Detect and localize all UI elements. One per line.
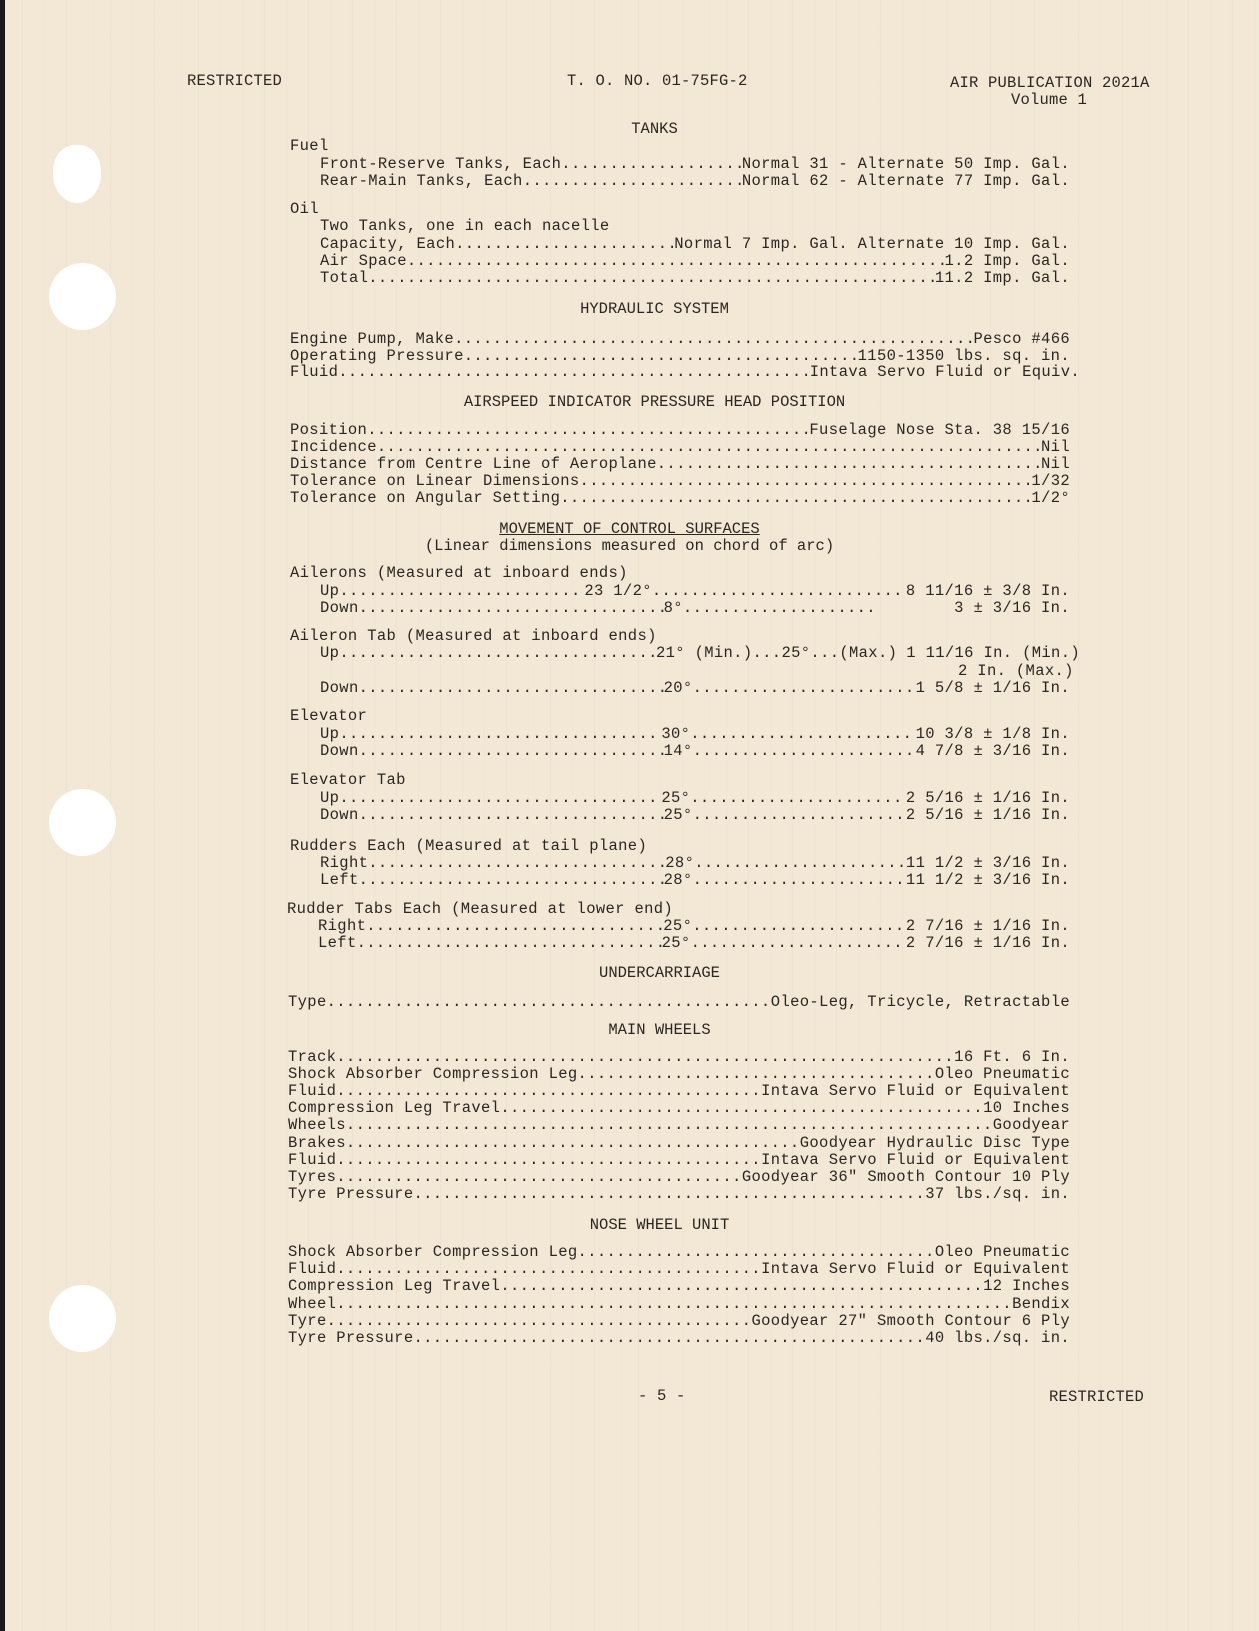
group-aileron-tab: Aileron Tab (Measured at inboard ends) xyxy=(290,627,657,645)
punch-hole xyxy=(49,789,116,856)
spec-row: Engine Pump, Make ..... Pesco #466 xyxy=(290,330,1070,348)
spec-row: Down ..... 14° ..... 4 7/8 ± 3/16 In. xyxy=(320,742,1070,760)
subheading-oil: Oil xyxy=(290,200,319,218)
oil-note: Two Tanks, one in each nacelle xyxy=(320,217,610,235)
header-restricted: RESTRICTED xyxy=(187,72,283,90)
spec-row: Up ..... 23 1/2° ..... 8 11/16 ± 3/8 In. xyxy=(320,582,1070,600)
spec-row: Total ..... 11.2 Imp. Gal. xyxy=(320,269,1070,287)
spec-row: Down ..... 20° ..... 1 5/8 ± 1/16 In. xyxy=(320,679,1070,697)
section-title-hydraulic: HYDRAULIC SYSTEM xyxy=(580,300,729,318)
scan-edge xyxy=(0,0,5,1631)
spec-row: Up ..... 30° ..... 10 3/8 ± 1/8 In. xyxy=(320,725,1070,743)
spec-row: Position ..... Fuselage Nose Sta. 38 15/16 xyxy=(290,421,1070,439)
spec-row: Type ..... Oleo-Leg, Tricycle, Retractable xyxy=(288,993,1070,1011)
spec-row: Right ..... 28° ..... 11 1/2 ± 3/16 In. xyxy=(320,854,1070,872)
spec-row: Capacity, Each ..... Normal 7 Imp. Gal. Alternate 10 Imp. Gal. xyxy=(320,235,1070,253)
spec-row: Left ..... 25° ..... 2 7/16 ± 1/16 In. xyxy=(318,934,1070,952)
spec-row: Air Space ..... 1.2 Imp. Gal. xyxy=(320,252,1070,270)
section-title-control-surfaces: MOVEMENT OF CONTROL SURFACES xyxy=(499,520,760,538)
spec-row: Compression Leg Travel ..... 10 Inches xyxy=(288,1099,1070,1117)
spec-row: Rear-Main Tanks, Each ..... Normal 62 - Alternate 77 Imp. Gal. xyxy=(320,172,1070,190)
spec-row: Front-Reserve Tanks, Each ..... Normal 31 - Alternate 50 Imp. Gal. xyxy=(320,155,1070,173)
spec-row: Fluid ..... Intava Servo Fluid or Equivalent xyxy=(288,1260,1070,1278)
spec-row: Fluid ..... Intava Servo Fluid or Equivalent xyxy=(288,1082,1070,1100)
spec-row: Shock Absorber Compression Leg ..... Oleo Pneumatic xyxy=(288,1065,1070,1083)
spec-row: Wheels ..... Goodyear xyxy=(288,1116,1070,1134)
spec-row: Fluid ..... Intava Servo Fluid or Equiv. xyxy=(290,363,1080,381)
page-number: - 5 - xyxy=(638,1387,686,1405)
spec-row: Track ..... 16 Ft. 6 In. xyxy=(288,1048,1070,1066)
punch-hole xyxy=(49,1285,116,1352)
header-to-number: T. O. NO. 01-75FG-2 xyxy=(567,72,748,90)
group-rudder-tabs: Rudder Tabs Each (Measured at lower end) xyxy=(287,900,674,918)
section-title-main-wheels: MAIN WHEELS xyxy=(608,1021,711,1039)
subheading-fuel: Fuel xyxy=(290,137,329,155)
footer-restricted: RESTRICTED xyxy=(1049,1388,1145,1406)
header-volume: Volume 1 xyxy=(1011,91,1088,109)
header-publication: AIR PUBLICATION 2021A xyxy=(950,74,1150,92)
spec-row: Tolerance on Angular Setting ..... 1/2° xyxy=(290,489,1070,507)
spec-row: Left ..... 28° ..... 11 1/2 ± 3/16 In. xyxy=(320,871,1070,889)
spec-row: Right ..... 25° ..... 2 7/16 ± 1/16 In. xyxy=(318,917,1070,935)
spec-row: Tyre Pressure ..... 37 lbs./sq. in. xyxy=(288,1185,1070,1203)
spec-row: Incidence ..... Nil xyxy=(290,438,1070,456)
group-elevator-tab: Elevator Tab xyxy=(290,771,406,789)
spec-row: Operating Pressure ..... 1150-1350 lbs. sq. in. xyxy=(290,347,1070,365)
punch-hole-torn xyxy=(53,145,101,203)
group-ailerons: Ailerons (Measured at inboard ends) xyxy=(290,564,628,582)
spec-row: Tyre Pressure ..... 40 lbs./sq. in. xyxy=(288,1329,1070,1347)
spec-row: Compression Leg Travel ..... 12 Inches xyxy=(288,1277,1070,1295)
spec-row: Tyre ..... Goodyear 27" Smooth Contour 6 Ply xyxy=(288,1312,1070,1330)
spec-row: Down ..... 8° ..... 3 ± 3/16 In. xyxy=(320,599,1070,617)
section-subtitle-control-surfaces: (Linear dimensions measured on chord of arc) xyxy=(424,537,835,555)
spec-row: Down ..... 25° ..... 2 5/16 ± 1/16 In. xyxy=(320,806,1070,824)
section-title-undercarriage: UNDERCARRIAGE xyxy=(599,964,720,982)
aileron-tab-max: 2 In. (Max.) xyxy=(958,662,1074,680)
group-elevator: Elevator xyxy=(290,707,368,725)
group-rudders: Rudders Each (Measured at tail plane) xyxy=(290,837,648,855)
spec-row: Distance from Centre Line of Aeroplane ..... Nil xyxy=(290,455,1070,473)
section-title-nose-wheel: NOSE WHEEL UNIT xyxy=(589,1216,730,1234)
spec-row: Fluid ..... Intava Servo Fluid or Equivalent xyxy=(288,1151,1070,1169)
spec-row: Brakes ..... Goodyear Hydraulic Disc Type xyxy=(288,1134,1070,1152)
spec-row: Shock Absorber Compression Leg ..... Oleo Pneumatic xyxy=(288,1243,1070,1261)
punch-hole xyxy=(49,263,116,330)
spec-row: Up ..... 21° (Min.)...25°...(Max.) 1 11/16 In. (Min.) xyxy=(320,644,1080,662)
spec-row: Up ..... 25° ..... 2 5/16 ± 1/16 In. xyxy=(320,789,1070,807)
spec-row: Wheel ..... Bendix xyxy=(288,1295,1070,1313)
spec-row: Tyres ..... Goodyear 36" Smooth Contour 10 Ply xyxy=(288,1168,1070,1186)
spec-row: Tolerance on Linear Dimensions ..... 1/32 xyxy=(290,472,1070,490)
section-title-airspeed: AIRSPEED INDICATOR PRESSURE HEAD POSITION xyxy=(463,393,846,411)
section-title-tanks: TANKS xyxy=(631,120,678,138)
